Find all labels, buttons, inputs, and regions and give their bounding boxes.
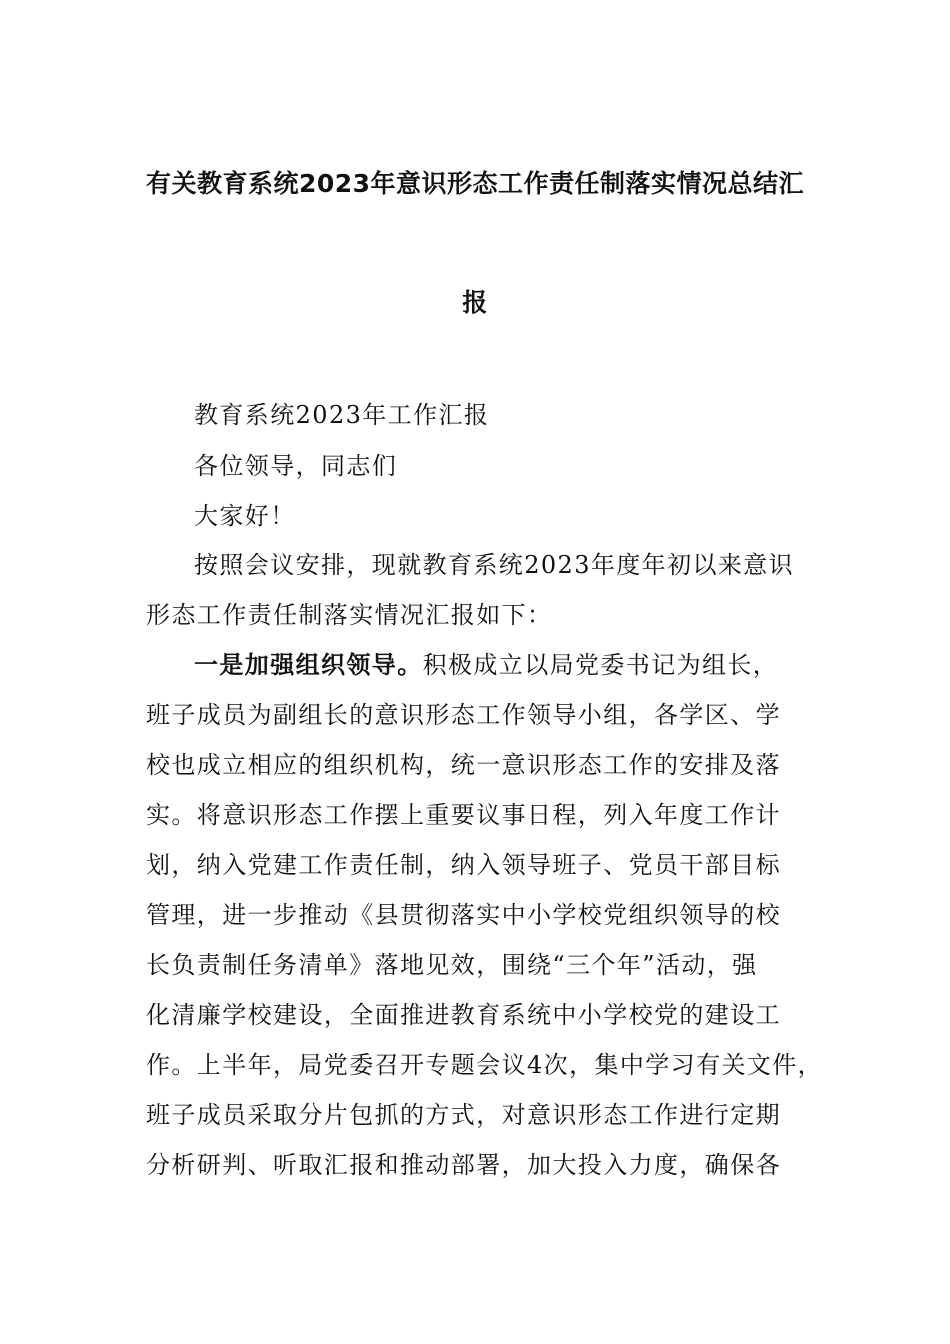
- document-title-line-2: 报: [462, 288, 488, 317]
- paragraph-line: 长负责制任务清单》落地见效，围绕“三个年”活动，强: [146, 951, 758, 979]
- intro-line: 按照会议安排，现就教育系统2023年度年初以来意识: [194, 551, 795, 579]
- section1-first-line-rest: 积极成立以局党委书记为组长，: [422, 651, 779, 679]
- paragraph-line: 班子成员采取分片包抓的方式，对意识形态工作进行定期: [146, 1101, 781, 1129]
- paragraph-line: 分析研判、听取汇报和推动部署，加大投入力度，确保各: [146, 1151, 781, 1179]
- paragraph-line: 作。上半年，局党委召开专题会议4次，集中学习有关文件，: [146, 1051, 824, 1079]
- paragraph-line: 校也成立相应的组织机构，统一意识形态工作的安排及落: [146, 751, 781, 779]
- intro-line: 形态工作责任制落实情况汇报如下：: [146, 601, 553, 629]
- paragraph-line: 班子成员为副组长的意识形态工作领导小组，各学区、学: [146, 701, 781, 729]
- report-subtitle: 教育系统2023年工作汇报: [194, 401, 490, 429]
- document-title-line-1: 有关教育系统2023年意识形态工作责任制落实情况总结汇: [145, 169, 805, 198]
- paragraph-line: 划，纳入党建工作责任制，纳入领导班子、党员干部目标: [146, 851, 781, 879]
- salutation: 各位领导，同志们: [194, 452, 398, 480]
- section1-first-line: [194, 650, 864, 680]
- paragraph-line: 实。将意识形态工作摆上重要议事日程，列入年度工作计: [146, 801, 781, 829]
- paragraph-line: 化清廉学校建设，全面推进教育系统中小学校党的建设工: [146, 1001, 781, 1029]
- section1-lead: 一是加强组织领导。: [194, 651, 423, 679]
- greeting: 大家好！: [194, 502, 296, 530]
- paragraph-line: 管理，进一步推动《县贯彻落实中小学校党组织领导的校: [146, 901, 781, 929]
